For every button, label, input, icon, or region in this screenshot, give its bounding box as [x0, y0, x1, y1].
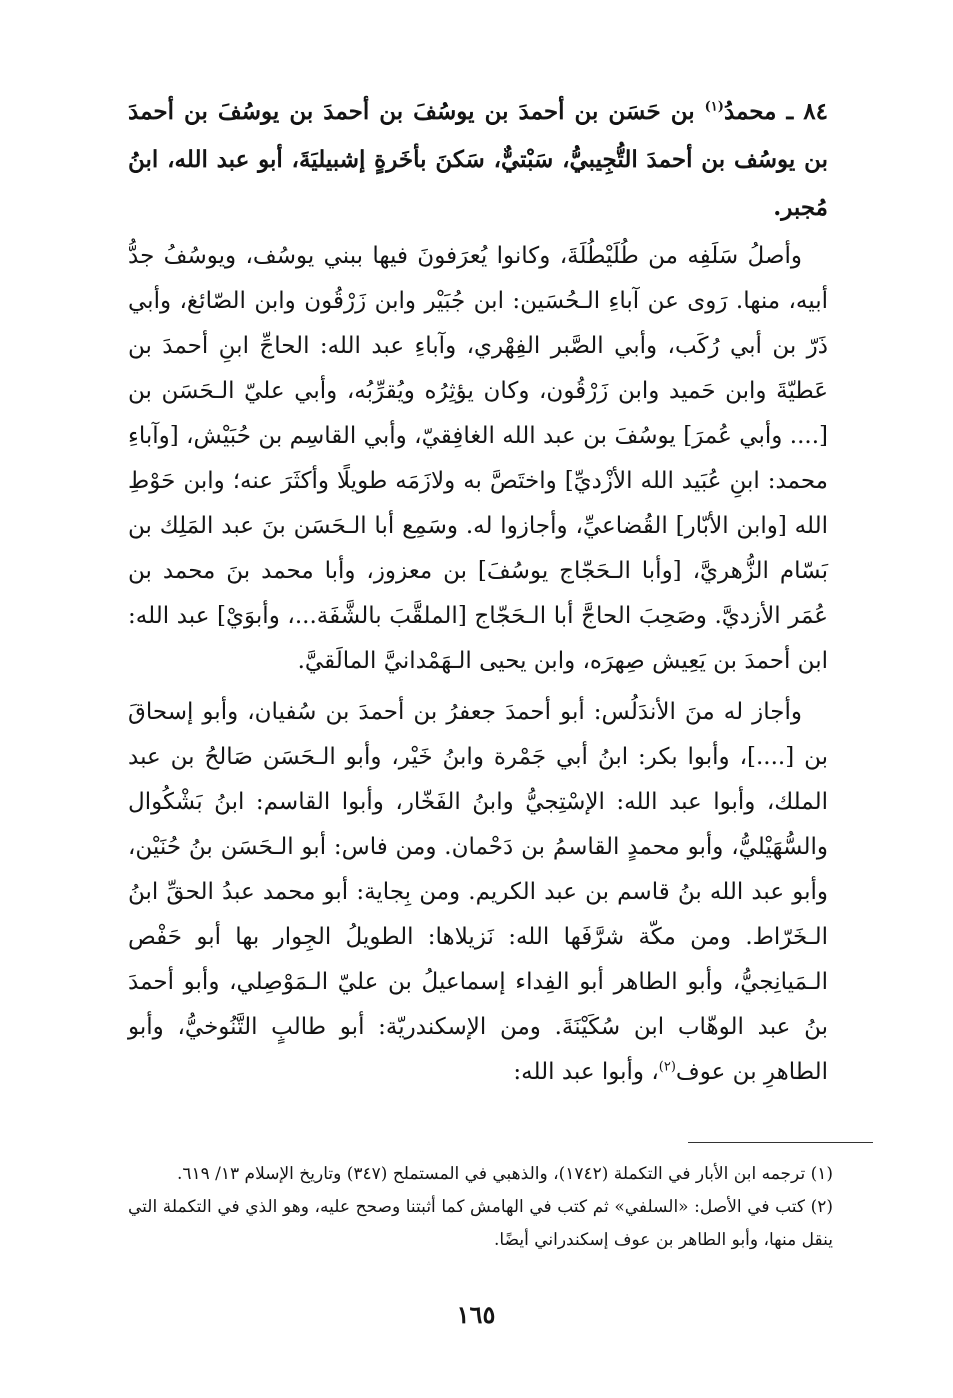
entry-name: محمدُ: [723, 98, 777, 125]
footnote-separator: [688, 1142, 873, 1143]
page-number: ١٦٥: [456, 1300, 496, 1329]
paragraph-1: وأصلُ سَلَفِه من طُلَيْطُلَةَ، وكانوا يُعرَفونَ فيها ببني يوسُف، ويوسُفُ جدُّ أبيه، منها. رَوى عن آباءِ الـحُسَين: ابن جُبَيْر وابن زَرْقُون وابن الصّائغ، وأبي ذَرّ بن أبي رُكَب، وأبي الصَّبر الفِهْري، وآباءِ عبد الله: الحاجِّ ابنِ أحمدَ بن عَطيّةَ وابن حَميد وابن زَرْقُون، وكان يؤثِرُه ويُقرِّبُه، وأبي عليّ الـحَسَن بن [.... وأبي عُمرَ] يوسُفَ بن عبد الله الغافِقيّ، وأبي القاسِم بن حُبَيْش، [وآباءِ محمد: ابنِ عُبَيد الله الأزْديِّ] واختَصَّ به ولازَمَه طويلًا وأكثَرَ عنه؛ وابن حَوْطِ الله [وابن الأبّار] القُضاعيِّ، وأجازوا له. وسَمِع أبا الـحَسَن بنَ عبد المَلِك بن بَسّام الزُّهريَّ، [وأبا الـحَجّاج يوسُفَ] بن معزوز، وأبا محمد بنَ محمد بن عُمَر الأزديَّ. وصَحِبَ الحاجَّ أبا الـحَجّاج [الملقَّبَ بالشَّفَة...، وأبوَيْ] عبد الله: ابن أحمدَ بن يَعِيش صِهرَه، وابن يحيى الـهَمْدانيَّ المالَقيَّ.: [128, 243, 828, 674]
footnote-marker-1[interactable]: (١): [704, 99, 724, 115]
entry-lineage: بن حَسَن بن أحمدَ بن يوسُفَ بن أحمدَ بن يوسُفَ بن أحمدَ بن يوسُف بن أحمدَ التُّجِيبيُّ، سَبْتيٌّ، سَكنَ بأخَرةٍ إشبيليَةَ، أبو عبد الله، ابنُ مُجبر.: [128, 98, 828, 221]
footnote-marker-2[interactable]: (٢): [658, 1059, 676, 1075]
main-text: [128, 88, 828, 1095]
paragraph-2: [128, 690, 828, 1095]
paragraph-2-tail: ، وأبوا عبد الله:: [513, 1059, 659, 1085]
footnote-2: (٢) كتب في الأصل: «السلفي» ثم كتب في الهامش كما أثبتنا وصحح عليه، وهو الذي في التكملة التي ينقل منها، وأبو الطاهر بن عوف إسكندراني أيضًا.: [128, 1197, 833, 1250]
footnotes: [128, 1158, 833, 1257]
entry-number: ٨٤ ـ: [786, 98, 828, 125]
footnote-1: (١) ترجمه ابن الأبار في التكملة (١٧٤٢)، والذهبي في المستملح (٣٤٧) وتاريخ الإسلام ١٣/ ٦١٩.: [176, 1164, 833, 1184]
entry-heading: [128, 88, 828, 232]
paragraph-2-text: وأجاز له منَ الأندَلُس: أبو أحمدَ جعفرُ بن أحمدَ بن سُفيان، وأبو إسحاقَ بن [....]، وأبوا بكر: ابنُ أبي جَمْرة وابنُ خَيْر، وأبو الـحَسَن صَالحُ بن عبد الملك، وأبوا عبد الله: الإسْتِجيُّ وابنُ الفَخّار، وأبوا القاسم: ابنُ بَشْكُوال والسُّهَيْليُّ، وأبو محمدٍ القاسمُ بن دَحْمان. ومن فاس: أبو الـحَسَن بنُ حُنَيْن، وأبو عبد الله بنُ قاسم بن عبد الكريم. ومن بِجاية: أبو محمد عبدُ الحقِّ ابنُ الـخَرّاط. ومن مكّة شرَّفَها الله: نَزيلاها: الطويلُ الجِوار بها أبو حَفْص الـمَيانِجيُّ، وأبو الطاهر أبو الفِداء إسماعيلُ بن عليّ الـمَوْصِلي، وأبو أحمدَ بنُ عبد الوهّاب ابن سُكَيْنَةَ. ومن الإسكندريّة: أبو طالبٍ التَّنُوخيُّ، وأبو الطاهرِ بن عوف: [128, 699, 828, 1085]
